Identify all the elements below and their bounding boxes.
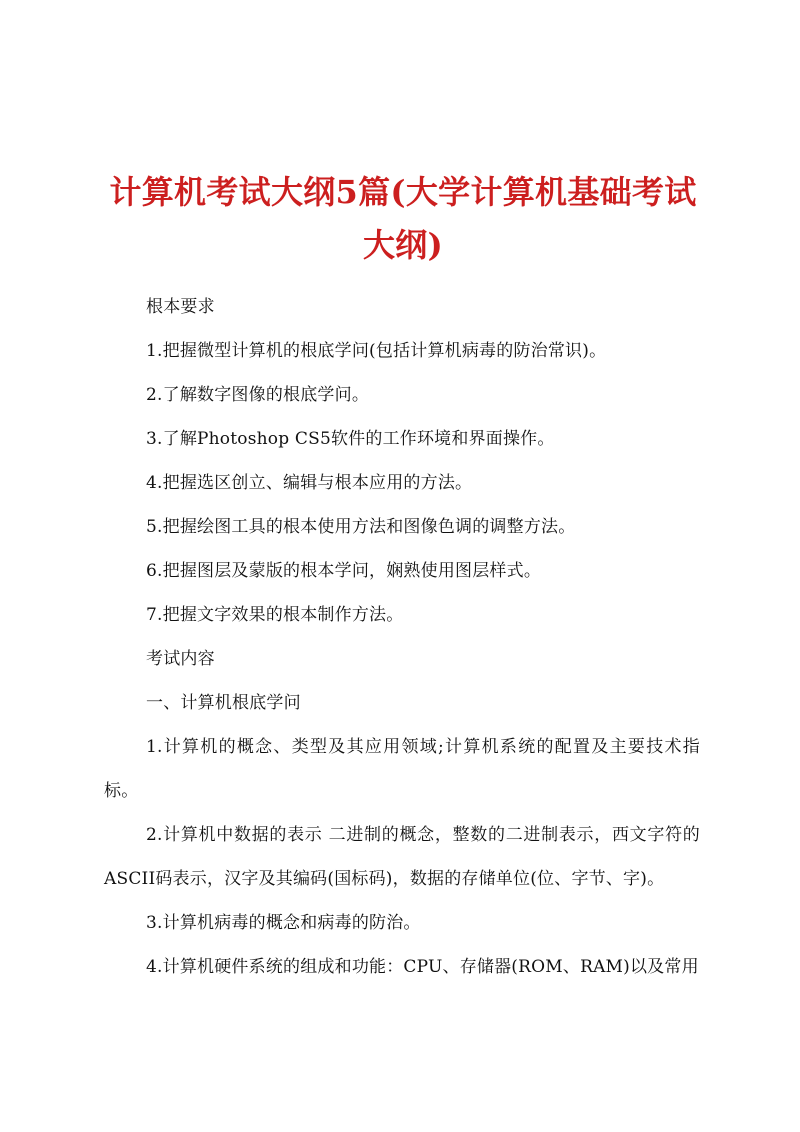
requirement-item-5: 5.把握绘图工具的根本使用方法和图像色调的调整方法。	[146, 517, 576, 537]
requirement-item-3: 3.了解Photoshop CS5软件的工作环境和界面操作。	[146, 429, 555, 449]
requirement-item-4: 4.把握选区创立、编辑与根本应用的方法。	[146, 473, 473, 493]
content-item-2: 2.计算机中数据的表示 二进制的概念，整数的二进制表示，西文字符的ASCII码表示，汉字及其编码(国标码)，数据的存储单位(位、字节、字)。	[104, 825, 700, 889]
section-heading-exam-content: 考试内容	[146, 649, 215, 669]
document-body	[104, 285, 700, 989]
requirement-item-7: 7.把握文字效果的根本制作方法。	[146, 605, 404, 625]
requirement-item-2: 2.了解数字图像的根底学问。	[146, 385, 370, 405]
content-item-1: 1.计算机的概念、类型及其应用领域;计算机系统的配置及主要技术指标。	[104, 737, 700, 801]
content-item-3: 3.计算机病毒的概念和病毒的防治。	[146, 913, 421, 933]
document-title: 计算机考试大纲5篇(大学计算机基础考试大纲)	[109, 173, 697, 264]
subsection-heading-computer-basics: 一、计算机根底学问	[146, 693, 301, 713]
requirement-item-1: 1.把握微型计算机的根底学问(包括计算机病毒的防治常识)。	[146, 341, 607, 361]
section-heading-basic-requirements: 根本要求	[146, 297, 215, 317]
requirement-item-6: 6.把握图层及蒙版的根本学问，娴熟使用图层样式。	[146, 561, 542, 581]
content-item-4: 4.计算机硬件系统的组成和功能：CPU、存储器(ROM、RAM)以及常用	[146, 957, 699, 977]
